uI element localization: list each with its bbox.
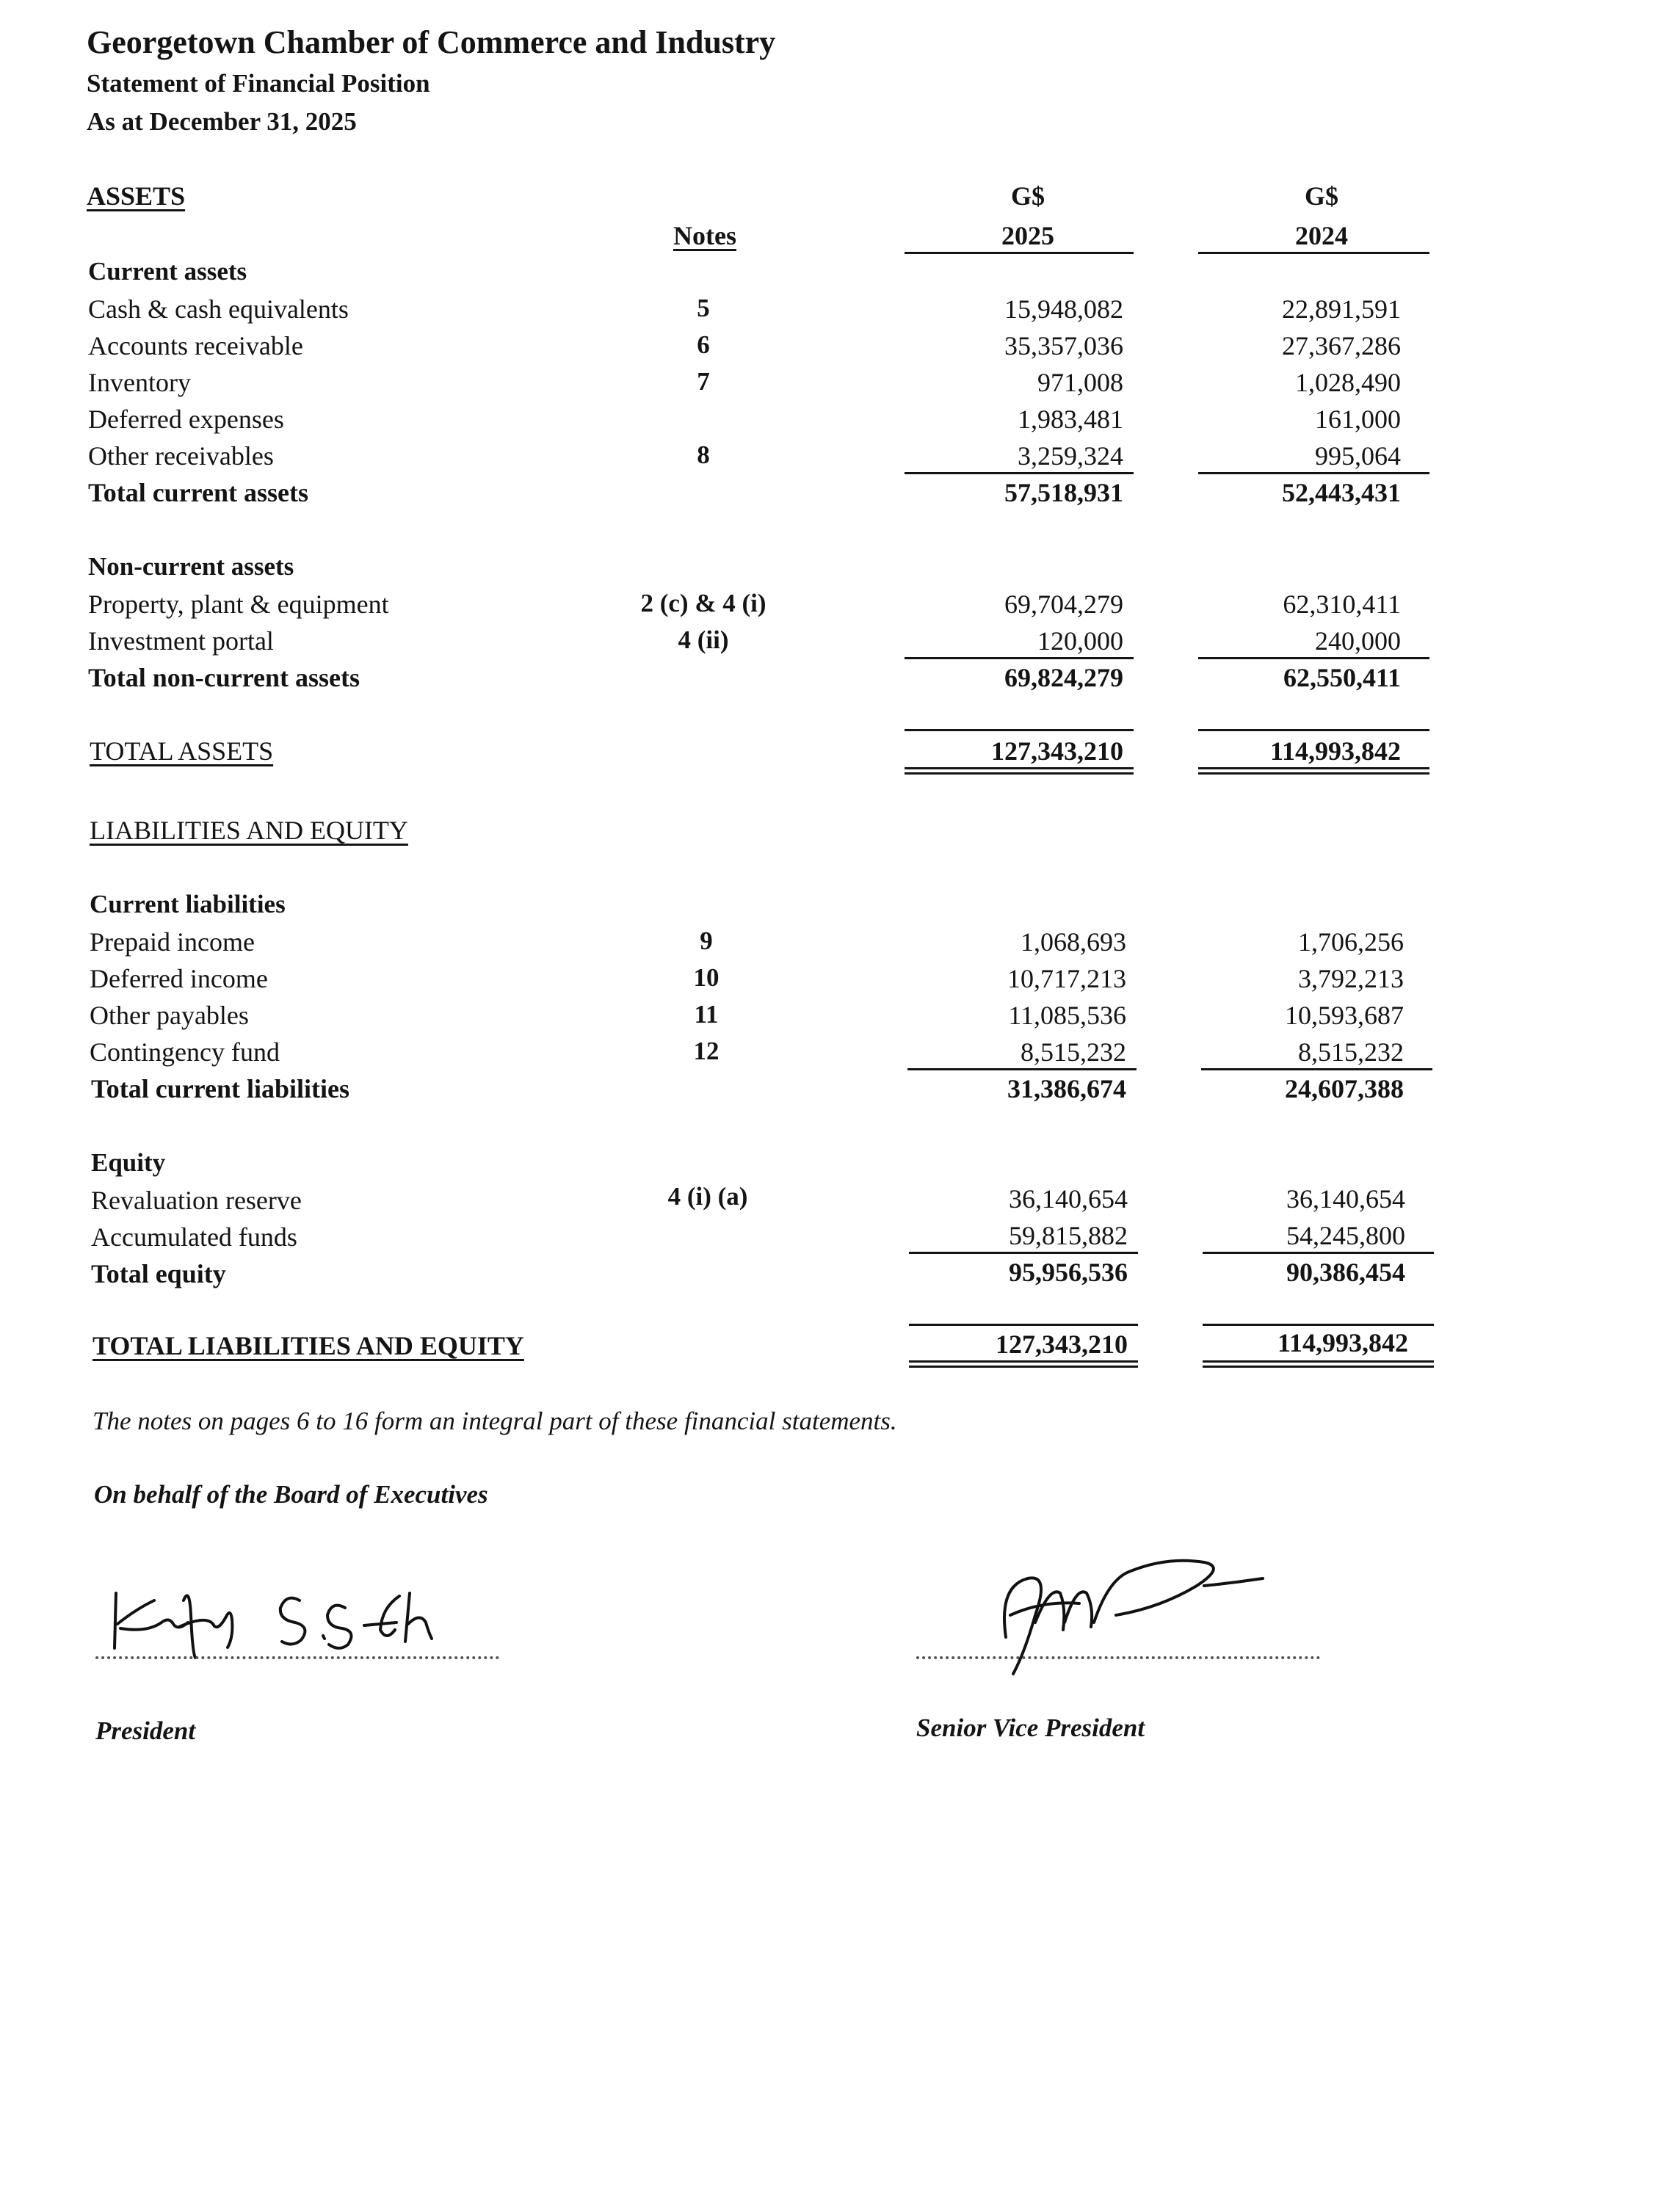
total-rule-top-2024 (1198, 729, 1429, 731)
statement-title: Statement of Financial Position (87, 69, 430, 98)
double-rule-2025 (905, 767, 1134, 769)
total-rule-top-2025 (905, 729, 1134, 731)
row-label: Deferred income (90, 964, 268, 993)
row-label: Inventory (88, 368, 191, 397)
subtotal-rule-2024 (1198, 657, 1429, 659)
row-label: Property, plant & equipment (88, 590, 389, 619)
double-rule-2024 (1198, 772, 1429, 775)
subtotal-rule-2025 (905, 472, 1134, 474)
double-rule-2025 (909, 1360, 1138, 1363)
row-label: Contingency fund (90, 1037, 280, 1067)
row-note: 2 (c) & 4 (i) (640, 589, 766, 617)
row-note: 11 (694, 1000, 719, 1029)
row-value-2025: 971,008 (1037, 368, 1123, 397)
row-note: 10 (693, 963, 720, 992)
subtotal-rule-2025 (905, 657, 1134, 659)
president-label: President (95, 1716, 196, 1745)
row-label: Other payables (90, 1001, 249, 1030)
current-assets-heading: Current assets (88, 257, 247, 286)
row-value-2024: 1,706,256 (1298, 927, 1404, 957)
president-signature-line (95, 1656, 499, 1659)
row-value-2025: 11,085,536 (1008, 1001, 1126, 1030)
row-value-2024: 240,000 (1315, 626, 1401, 656)
row-value-2024: 114,993,842 (1269, 736, 1401, 766)
double-rule-2024 (1203, 1366, 1434, 1368)
double-rule-2025 (905, 772, 1134, 775)
row-value-2024: 995,064 (1315, 441, 1401, 471)
organization-title: Georgetown Chamber of Commerce and Industry (87, 24, 776, 60)
row-value-2025: 10,717,213 (1007, 964, 1126, 993)
assets-heading: ASSETS (87, 181, 186, 211)
row-value-2024: 1,028,490 (1295, 368, 1401, 397)
row-label: Revaluation reserve (91, 1186, 302, 1215)
row-value-2024: 54,245,800 (1286, 1221, 1405, 1250)
president-signature (103, 1571, 485, 1659)
row-value-2024: 27,367,286 (1282, 331, 1401, 360)
row-note: 5 (697, 294, 710, 322)
total-rule-top-2024 (1203, 1324, 1434, 1326)
statement-date: As at December 31, 2025 (87, 107, 357, 136)
currency-2024: G$ (1304, 181, 1338, 211)
year-2024-header: 2024 (1295, 221, 1348, 250)
senior-vice-president-signature-line (916, 1656, 1320, 1659)
row-value-2024: 10,593,687 (1285, 1001, 1404, 1030)
board-line: On behalf of the Board of Executives (94, 1480, 488, 1509)
row-value-2025: 57,518,931 (1004, 478, 1123, 507)
row-value-2024: 52,443,431 (1282, 478, 1401, 507)
row-value-2024: 8,515,232 (1298, 1037, 1404, 1067)
subtotal-rule-2025 (907, 1068, 1137, 1070)
row-value-2025: 120,000 (1037, 626, 1123, 656)
row-note: 9 (700, 926, 713, 955)
row-label: TOTAL LIABILITIES AND EQUITY (93, 1331, 524, 1360)
row-note: 12 (693, 1037, 720, 1065)
double-rule-2024 (1198, 767, 1429, 769)
row-note: 4 (ii) (678, 625, 729, 654)
header-rule-2024 (1198, 252, 1429, 254)
noncurrent-assets-heading: Non-current assets (88, 552, 294, 581)
row-value-2025: 1,983,481 (1018, 405, 1123, 434)
notes-statement: The notes on pages 6 to 16 form an integral part of these financial statements. (93, 1407, 897, 1435)
currency-2025: G$ (1010, 181, 1045, 211)
row-value-2025: 69,824,279 (1004, 663, 1123, 692)
subtotal-rule-2024 (1201, 1068, 1432, 1070)
row-value-2024: 62,310,411 (1283, 590, 1401, 619)
year-2025-header: 2025 (1001, 221, 1054, 250)
row-note: 8 (697, 440, 710, 469)
row-value-2025: 8,515,232 (1021, 1037, 1126, 1067)
row-value-2025: 127,343,210 (996, 1330, 1128, 1359)
row-label: Total non-current assets (88, 663, 360, 692)
row-value-2024: 114,993,842 (1277, 1328, 1408, 1357)
row-value-2025: 59,815,882 (1009, 1221, 1128, 1250)
row-label: Other receivables (88, 441, 274, 471)
row-label: Total equity (91, 1259, 226, 1288)
row-label: Accounts receivable (88, 331, 303, 360)
row-label: Deferred expenses (88, 405, 284, 434)
row-value-2024: 3,792,213 (1298, 964, 1404, 993)
row-note: 6 (697, 330, 710, 359)
header-rule-2025 (905, 252, 1134, 254)
row-label: Prepaid income (90, 927, 255, 957)
row-value-2025: 3,259,324 (1018, 441, 1123, 471)
subtotal-rule-2024 (1203, 1252, 1434, 1254)
row-label: Total current assets (88, 478, 308, 507)
current-liabilities-heading: Current liabilities (90, 890, 286, 918)
row-value-2025: 15,948,082 (1004, 294, 1123, 324)
row-label: Cash & cash equivalents (88, 294, 349, 324)
equity-heading: Equity (91, 1148, 166, 1177)
row-value-2024: 161,000 (1315, 405, 1401, 434)
row-value-2025: 36,140,654 (1009, 1184, 1128, 1214)
row-note: 7 (697, 367, 710, 396)
row-label: Investment portal (88, 626, 274, 656)
liabilities-equity-heading: LIABILITIES AND EQUITY (90, 816, 408, 845)
senior-vice-president-signature (984, 1542, 1292, 1696)
row-label: Accumulated funds (91, 1222, 297, 1252)
subtotal-rule-2024 (1198, 472, 1429, 474)
row-value-2025: 35,357,036 (1004, 331, 1123, 360)
row-value-2025: 127,343,210 (991, 736, 1123, 766)
row-value-2024: 22,891,591 (1282, 294, 1401, 324)
double-rule-2025 (909, 1366, 1138, 1368)
subtotal-rule-2025 (909, 1252, 1138, 1254)
row-value-2024: 90,386,454 (1286, 1258, 1405, 1287)
row-label: Total current liabilities (91, 1074, 350, 1103)
row-note: 4 (i) (a) (667, 1182, 748, 1211)
row-value-2024: 62,550,411 (1283, 663, 1401, 692)
double-rule-2024 (1203, 1360, 1434, 1363)
row-value-2024: 24,607,388 (1285, 1074, 1404, 1103)
senior-vice-president-label: Senior Vice President (916, 1714, 1145, 1742)
row-value-2025: 31,386,674 (1007, 1074, 1126, 1103)
total-rule-top-2025 (909, 1324, 1138, 1326)
row-value-2024: 36,140,654 (1286, 1184, 1405, 1214)
row-value-2025: 95,956,536 (1009, 1258, 1128, 1287)
row-value-2025: 69,704,279 (1004, 590, 1123, 619)
row-label: TOTAL ASSETS (90, 736, 274, 766)
row-value-2025: 1,068,693 (1021, 927, 1126, 957)
notes-column-header: Notes (673, 221, 736, 250)
